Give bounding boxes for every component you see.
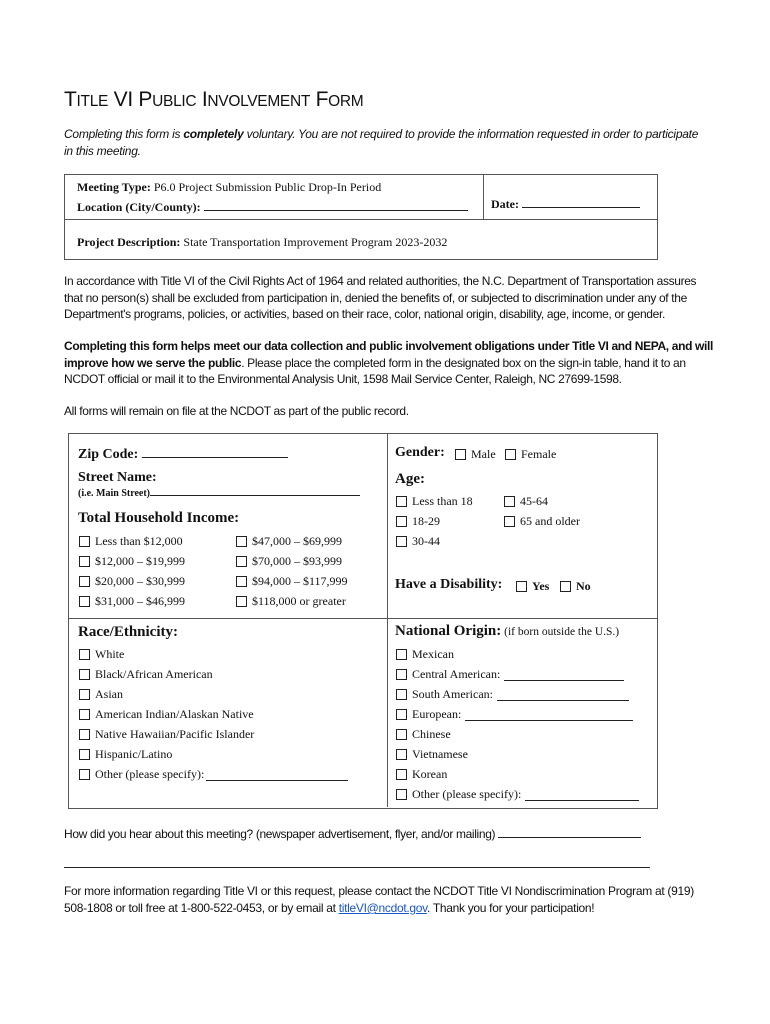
intro-text: Completing this form is completely voluntary. You are not required to provide the information requested in order to participate in this meeting.	[64, 127, 699, 158]
checkbox[interactable]	[79, 536, 90, 547]
disability-option-no[interactable]: No	[560, 579, 591, 594]
race-option[interactable]: Hispanic/Latino	[79, 747, 172, 762]
checkbox[interactable]	[504, 516, 515, 527]
checkbox[interactable]	[236, 576, 247, 587]
race-option-other[interactable]: Other (please specify):	[79, 767, 348, 782]
age-option[interactable]: 65 and older	[504, 514, 580, 529]
public-record-note: All forms will remain on file at the NCDOT as part of the public record.	[64, 404, 409, 418]
checkbox[interactable]	[396, 496, 407, 507]
street-name-field[interactable]: (i.e. Main Street)	[78, 487, 360, 499]
checkbox[interactable]	[396, 649, 407, 660]
checkbox[interactable]	[396, 749, 407, 760]
origin-option[interactable]: Central American:	[396, 667, 624, 682]
checkbox[interactable]	[79, 669, 90, 680]
disability-label: Have a Disability:	[395, 577, 503, 592]
checkbox[interactable]	[79, 649, 90, 660]
project-description: Project Description: State Transportation Improvement Program 2023-2032	[77, 235, 448, 249]
date-field[interactable]: Date:	[491, 197, 640, 212]
age-option[interactable]: 18-29	[396, 514, 440, 529]
checkbox[interactable]	[396, 729, 407, 740]
origin-option[interactable]: European:	[396, 707, 633, 722]
checkbox[interactable]	[396, 689, 407, 700]
checkbox[interactable]	[396, 709, 407, 720]
hear-about-question[interactable]: How did you hear about this meeting? (newspaper advertisement, flyer, and/or mailing)	[64, 826, 641, 841]
location-field[interactable]: Location (City/County):	[77, 200, 468, 215]
title-vi-statement: In accordance with Title VI of the Civil Rights Act of 1964 and related authorities, the N.C. Department of Transportation assures that no person(s) shall be excluded from participation in, denied the benefits of, or subjected to discrimination under any of the Department's programs, policies, or activities, based on their race, color, national origin, disability, age, income, or gender.	[64, 274, 697, 321]
age-label: Age:	[395, 471, 425, 487]
checkbox[interactable]	[236, 536, 247, 547]
street-name-label: Street Name:	[78, 470, 157, 485]
income-option[interactable]: $20,000 – $30,999	[79, 574, 185, 589]
income-option[interactable]: $70,000 – $93,999	[236, 554, 342, 569]
email-link[interactable]: titleVI@ncdot.gov	[338, 901, 427, 915]
origin-option[interactable]: Vietnamese	[396, 747, 468, 762]
origin-option[interactable]: Mexican	[396, 647, 454, 662]
checkbox[interactable]	[79, 749, 90, 760]
income-option[interactable]: $47,000 – $69,999	[236, 534, 342, 549]
checkbox[interactable]	[516, 581, 527, 592]
age-option[interactable]: Less than 18	[396, 494, 473, 509]
hear-about-answer-line[interactable]	[64, 867, 650, 868]
checkbox[interactable]	[79, 556, 90, 567]
income-option[interactable]: $118,000 or greater	[236, 594, 346, 609]
race-label: Race/Ethnicity:	[78, 624, 178, 640]
disability-option-yes[interactable]: Yes	[516, 579, 549, 594]
checkbox[interactable]	[396, 669, 407, 680]
income-label: Total Household Income:	[78, 510, 240, 526]
checkbox[interactable]	[79, 596, 90, 607]
income-option[interactable]: Less than $12,000	[79, 534, 183, 549]
meeting-right-cell	[484, 175, 657, 220]
row-divider	[69, 618, 657, 619]
demographics-box	[68, 433, 658, 809]
meeting-left-cell	[65, 175, 484, 220]
origin-option[interactable]: Korean	[396, 767, 447, 782]
race-option[interactable]: American Indian/Alaskan Native	[79, 707, 254, 722]
checkbox[interactable]	[79, 769, 90, 780]
checkbox[interactable]	[396, 769, 407, 780]
checkbox[interactable]	[455, 449, 466, 460]
age-option[interactable]: 30-44	[396, 534, 440, 549]
checkbox[interactable]	[396, 789, 407, 800]
race-option[interactable]: Black/African American	[79, 667, 213, 682]
origin-option-other[interactable]: Other (please specify):	[396, 787, 639, 802]
gender-option-male[interactable]: Male	[455, 447, 496, 462]
gender-option-female[interactable]: Female	[505, 447, 556, 462]
checkbox[interactable]	[79, 576, 90, 587]
checkbox[interactable]	[79, 709, 90, 720]
checkbox[interactable]	[79, 689, 90, 700]
meeting-type: Meeting Type: P6.0 Project Submission Public Drop-In Period	[77, 180, 382, 194]
checkbox[interactable]	[396, 536, 407, 547]
zip-code-field[interactable]: Zip Code:	[78, 446, 288, 463]
checkbox[interactable]	[505, 449, 516, 460]
checkbox[interactable]	[79, 729, 90, 740]
race-option[interactable]: White	[79, 647, 124, 662]
checkbox[interactable]	[236, 556, 247, 567]
income-option[interactable]: $12,000 – $19,999	[79, 554, 185, 569]
contact-info: For more information regarding Title VI or this request, please contact the NCDOT Title VI Nondiscrimination Program at (919) 508-1808 or toll free at 1-800-522-0453, or by email at titleVI@ncdot.gov. Thank you for your participation!	[64, 884, 694, 915]
meeting-info-box	[64, 174, 658, 260]
age-option[interactable]: 45-64	[504, 494, 548, 509]
race-option[interactable]: Asian	[79, 687, 123, 702]
income-option[interactable]: $94,000 – $117,999	[236, 574, 348, 589]
purpose-statement: Completing this form helps meet our data collection and public involvement obligations under Title VI and NEPA, and will improve how we serve the public. Please place the completed form in the designated box on the sign-in table, hand it to an NCDOT official or mail it to the Environmental Analysis Unit, 1598 Mail Service Center, Raleigh, NC 27699-1598.	[64, 339, 713, 386]
checkbox[interactable]	[560, 581, 571, 592]
checkbox[interactable]	[504, 496, 515, 507]
origin-label: National Origin: (if born outside the U.S.)	[395, 623, 620, 639]
origin-option[interactable]: Chinese	[396, 727, 451, 742]
page-title: TITLE VI PUBLIC INVOLVEMENT FORM	[64, 88, 364, 111]
race-option[interactable]: Native Hawaiian/Pacific Islander	[79, 727, 254, 742]
checkbox[interactable]	[236, 596, 247, 607]
origin-option[interactable]: South American:	[396, 687, 629, 702]
gender-label: Gender:	[395, 445, 445, 460]
column-divider	[387, 434, 388, 807]
checkbox[interactable]	[396, 516, 407, 527]
income-option[interactable]: $31,000 – $46,999	[79, 594, 185, 609]
